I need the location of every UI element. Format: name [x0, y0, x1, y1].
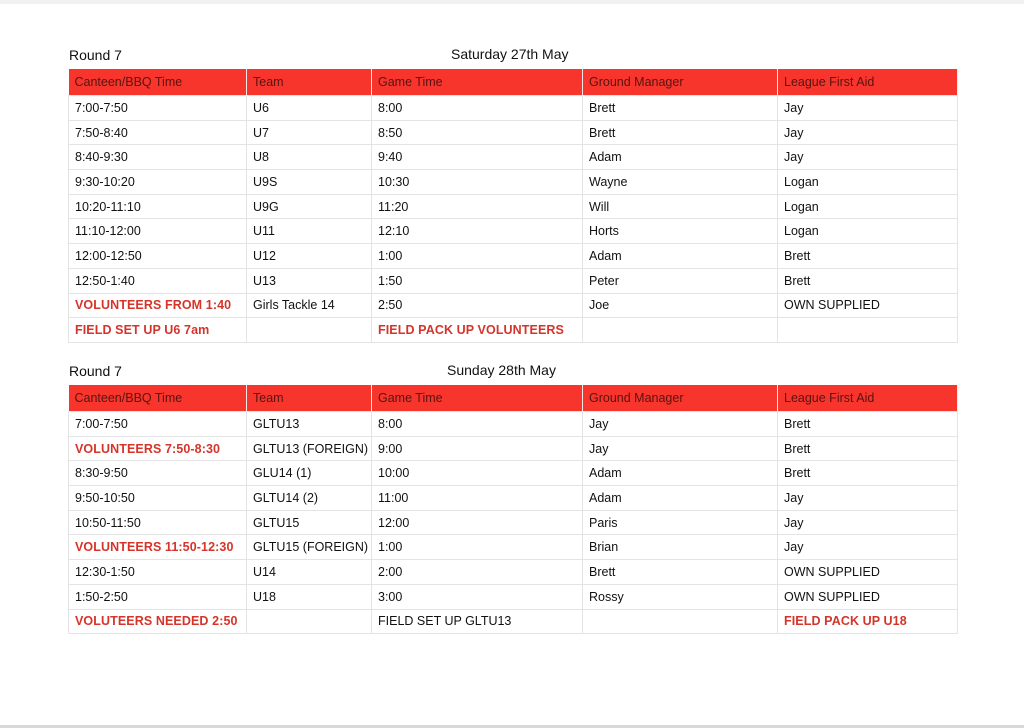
- game-time-cell: 12:10: [372, 219, 583, 244]
- team-cell: U12: [247, 244, 372, 269]
- game-time-cell: 1:00: [372, 535, 583, 560]
- ground-manager-cell: Brett: [583, 560, 778, 585]
- ground-manager-cell: Will: [583, 194, 778, 219]
- canteen-time-cell: 7:50-8:40: [69, 120, 247, 145]
- team-cell: GLTU14 (2): [247, 486, 372, 511]
- page-top-edge: [0, 0, 1024, 4]
- table-row: [69, 510, 958, 535]
- ground-manager-cell: Rossy: [583, 584, 778, 609]
- ground-manager-cell: [583, 318, 778, 343]
- canteen-time-cell: VOLUTEERS NEEDED 2:50: [69, 609, 247, 634]
- first-aid-cell: OWN SUPPLIED: [778, 584, 958, 609]
- team-cell: U8: [247, 145, 372, 170]
- team-cell: GLU14 (1): [247, 461, 372, 486]
- table-row: [69, 486, 958, 511]
- table-row: [69, 145, 958, 170]
- table-row: [69, 120, 958, 145]
- game-time-cell: 8:00: [372, 412, 583, 437]
- first-aid-cell: Logan: [778, 170, 958, 195]
- game-time-cell: 10:00: [372, 461, 583, 486]
- ground-manager-cell: Adam: [583, 486, 778, 511]
- table-row: [69, 436, 958, 461]
- round-label: Round 7: [69, 47, 122, 63]
- table-row: [69, 412, 958, 437]
- first-aid-cell: Jay: [778, 145, 958, 170]
- game-time-cell: 1:50: [372, 268, 583, 293]
- table-row: [69, 170, 958, 195]
- team-cell: U14: [247, 560, 372, 585]
- canteen-time-cell: VOLUNTEERS FROM 1:40: [69, 293, 247, 318]
- table-header-row: [69, 69, 958, 96]
- team-cell: U11: [247, 219, 372, 244]
- ground-manager-cell: Horts: [583, 219, 778, 244]
- saturday-rows: [69, 96, 958, 343]
- first-aid-cell: Logan: [778, 219, 958, 244]
- team-cell: [247, 318, 372, 343]
- first-aid-cell: [778, 318, 958, 343]
- first-aid-cell: Jay: [778, 535, 958, 560]
- game-time-cell: 1:00: [372, 244, 583, 269]
- header-team: Team: [247, 385, 372, 412]
- ground-manager-cell: Paris: [583, 510, 778, 535]
- sunday-table: [68, 385, 958, 634]
- ground-manager-cell: Jay: [583, 412, 778, 437]
- round-label: Round 7: [69, 363, 122, 379]
- canteen-time-cell: 7:00-7:50: [69, 96, 247, 121]
- team-cell: U9G: [247, 194, 372, 219]
- game-time-cell: 9:00: [372, 436, 583, 461]
- day-label: Saturday 27th May: [451, 46, 569, 62]
- game-time-cell: 8:00: [372, 96, 583, 121]
- canteen-time-cell: 7:00-7:50: [69, 412, 247, 437]
- canteen-time-cell: VOLUNTEERS 7:50-8:30: [69, 436, 247, 461]
- table-row: [69, 318, 958, 343]
- team-cell: GLTU13: [247, 412, 372, 437]
- canteen-time-cell: 8:30-9:50: [69, 461, 247, 486]
- sunday-roster: [68, 360, 957, 634]
- first-aid-cell: Brett: [778, 436, 958, 461]
- table-row: [69, 268, 958, 293]
- table-row: [69, 96, 958, 121]
- first-aid-cell: Logan: [778, 194, 958, 219]
- first-aid-cell: Jay: [778, 120, 958, 145]
- header-ground-manager: Ground Manager: [583, 69, 778, 96]
- table-row: [69, 244, 958, 269]
- header-canteen-time: Canteen/BBQ Time: [69, 385, 247, 412]
- game-time-cell: 11:20: [372, 194, 583, 219]
- canteen-time-cell: 10:50-11:50: [69, 510, 247, 535]
- ground-manager-cell: Joe: [583, 293, 778, 318]
- game-time-cell: 2:50: [372, 293, 583, 318]
- table-row: [69, 584, 958, 609]
- game-time-cell: 2:00: [372, 560, 583, 585]
- first-aid-cell: FIELD PACK UP U18: [778, 609, 958, 634]
- canteen-time-cell: 12:00-12:50: [69, 244, 247, 269]
- first-aid-cell: Jay: [778, 486, 958, 511]
- sunday-header: [68, 360, 957, 385]
- saturday-roster: [68, 44, 957, 343]
- game-time-cell: 9:40: [372, 145, 583, 170]
- game-time-cell: 11:00: [372, 486, 583, 511]
- table-header-row: [69, 385, 958, 412]
- ground-manager-cell: Brett: [583, 96, 778, 121]
- saturday-table: [68, 69, 958, 343]
- canteen-time-cell: 10:20-11:10: [69, 194, 247, 219]
- canteen-time-cell: 11:10-12:00: [69, 219, 247, 244]
- table-row: [69, 219, 958, 244]
- canteen-time-cell: 12:30-1:50: [69, 560, 247, 585]
- table-row: [69, 609, 958, 634]
- ground-manager-cell: Wayne: [583, 170, 778, 195]
- game-time-cell: 12:00: [372, 510, 583, 535]
- ground-manager-cell: Brian: [583, 535, 778, 560]
- ground-manager-cell: Jay: [583, 436, 778, 461]
- saturday-header: [68, 44, 957, 69]
- team-cell: U18: [247, 584, 372, 609]
- ground-manager-cell: Adam: [583, 244, 778, 269]
- team-cell: Girls Tackle 14: [247, 293, 372, 318]
- game-time-cell: FIELD PACK UP VOLUNTEERS: [372, 318, 583, 343]
- first-aid-cell: Brett: [778, 412, 958, 437]
- first-aid-cell: Brett: [778, 461, 958, 486]
- canteen-time-cell: FIELD SET UP U6 7am: [69, 318, 247, 343]
- team-cell: [247, 609, 372, 634]
- first-aid-cell: OWN SUPPLIED: [778, 560, 958, 585]
- game-time-cell: 8:50: [372, 120, 583, 145]
- day-label: Sunday 28th May: [447, 362, 556, 378]
- first-aid-cell: OWN SUPPLIED: [778, 293, 958, 318]
- first-aid-cell: Jay: [778, 510, 958, 535]
- ground-manager-cell: Brett: [583, 120, 778, 145]
- header-team: Team: [247, 69, 372, 96]
- header-first-aid: League First Aid: [778, 69, 958, 96]
- canteen-time-cell: 12:50-1:40: [69, 268, 247, 293]
- header-game-time: Game Time: [372, 385, 583, 412]
- game-time-cell: 10:30: [372, 170, 583, 195]
- table-row: [69, 293, 958, 318]
- header-ground-manager: Ground Manager: [583, 385, 778, 412]
- table-row: [69, 194, 958, 219]
- ground-manager-cell: Adam: [583, 145, 778, 170]
- sunday-rows: [69, 412, 958, 634]
- header-game-time: Game Time: [372, 69, 583, 96]
- team-cell: U6: [247, 96, 372, 121]
- game-time-cell: FIELD SET UP GLTU13: [372, 609, 583, 634]
- canteen-time-cell: 1:50-2:50: [69, 584, 247, 609]
- ground-manager-cell: Peter: [583, 268, 778, 293]
- team-cell: U9S: [247, 170, 372, 195]
- game-time-cell: 3:00: [372, 584, 583, 609]
- canteen-time-cell: 9:50-10:50: [69, 486, 247, 511]
- first-aid-cell: Jay: [778, 96, 958, 121]
- team-cell: U7: [247, 120, 372, 145]
- first-aid-cell: Brett: [778, 268, 958, 293]
- table-row: [69, 535, 958, 560]
- team-cell: GLTU15: [247, 510, 372, 535]
- header-first-aid: League First Aid: [778, 385, 958, 412]
- ground-manager-cell: [583, 609, 778, 634]
- header-canteen-time: Canteen/BBQ Time: [69, 69, 247, 96]
- canteen-time-cell: 9:30-10:20: [69, 170, 247, 195]
- first-aid-cell: Brett: [778, 244, 958, 269]
- ground-manager-cell: Adam: [583, 461, 778, 486]
- team-cell: GLTU13 (FOREIGN): [247, 436, 372, 461]
- table-row: [69, 461, 958, 486]
- canteen-time-cell: 8:40-9:30: [69, 145, 247, 170]
- team-cell: GLTU15 (FOREIGN): [247, 535, 372, 560]
- table-row: [69, 560, 958, 585]
- team-cell: U13: [247, 268, 372, 293]
- canteen-time-cell: VOLUNTEERS 11:50-12:30: [69, 535, 247, 560]
